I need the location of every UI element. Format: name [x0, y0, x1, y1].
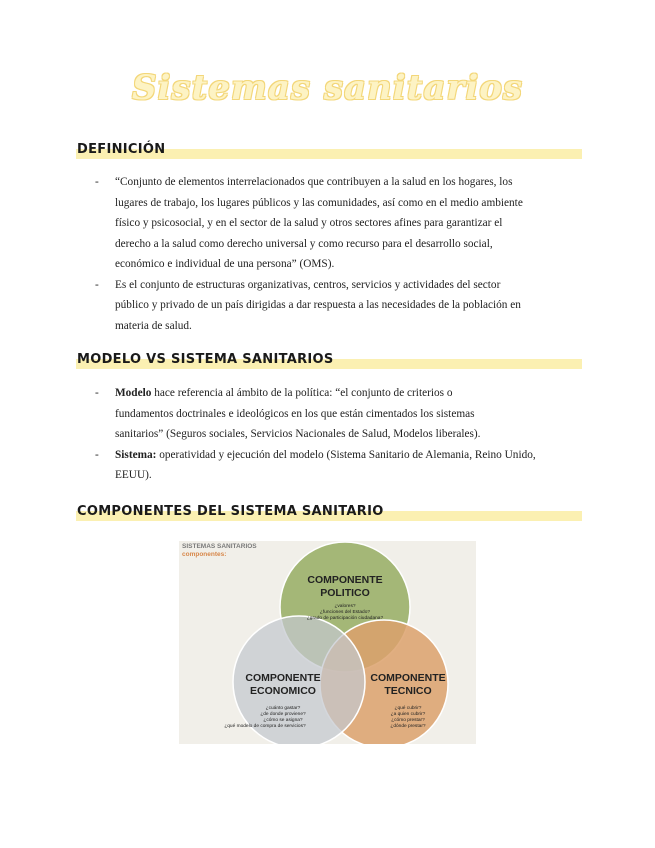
section-heading-definicion [76, 142, 582, 159]
politico-question: ¿grado de participación ciudadana? [306, 616, 384, 621]
text-line [115, 383, 565, 404]
bullet-dash: - [95, 448, 99, 461]
text-line: económico e individual de una persona” (OMS). [115, 258, 335, 270]
tecnico-question: ¿a quien cubrir? [390, 712, 426, 717]
tecnico-question: ¿qué cubrir? [394, 706, 422, 711]
bullet-dash: - [95, 176, 99, 188]
text-line: Es el conjunto de estructuras organizativas, centros, servicios y actividades del sector [115, 278, 501, 291]
term-modelo: Modelo [115, 387, 152, 399]
text-line: sanitarios” (Seguros sociales, Servicios Nacionales de Salud, Modelos liberales). [115, 428, 481, 440]
modelo-list [95, 383, 565, 486]
term-sistema: Sistema: [115, 448, 157, 461]
text-line: materia de salud. [115, 319, 192, 332]
text-span: operatividad y ejecución del modelo (Sistema Sanitario de Alemania, Reino Unido, [156, 448, 536, 461]
politico-question: ¿funciones del Estado? [319, 610, 371, 615]
components-diagram [179, 541, 476, 744]
list-item [95, 172, 565, 275]
section-heading-componentes [76, 504, 582, 521]
heading-text: DEFINICIÓN [77, 142, 166, 157]
text-line: público y privado de un país dirigidas a dar respuesta a las necesidades de la población en [115, 299, 521, 311]
economico-title-2: ECONOMICO [250, 685, 316, 697]
heading-text: MODELO VS SISTEMA SANITARIOS [77, 352, 334, 367]
list-item [95, 383, 565, 445]
text-line: “Conjunto de elementos interrelacionados que contribuyen a la salud en los hogares, los [115, 176, 513, 188]
section-heading-modelo [76, 352, 582, 369]
list-item [95, 275, 565, 337]
text-line [115, 445, 565, 466]
economico-question: ¿cómo se asigna? [263, 718, 303, 723]
text-line: derecho a la salud como derecho universal y como recurso para el desarrollo social, [115, 237, 493, 250]
economico-question: ¿qué modelo de compra de servicios? [224, 724, 306, 729]
tecnico-question: ¿cómo prestar? [391, 718, 425, 723]
tecnico-title-2: TECNICO [384, 685, 432, 697]
politico-title-1: COMPONENTE [307, 574, 383, 586]
tecnico-question: ¿dónde prestar? [390, 724, 426, 729]
text-line: EEUU). [115, 469, 152, 481]
economico-title-1: COMPONENTE [245, 672, 321, 684]
text-line: físico y psicosocial, y en el sector de la salud y otros sectores afines para garantizar el [115, 217, 503, 229]
page-title: Sistemas sanitarios [131, 68, 524, 108]
definicion-list [95, 172, 565, 336]
politico-title-2: POLITICO [320, 587, 370, 599]
venn-diagram [179, 541, 476, 744]
heading-text: COMPONENTES DEL SISTEMA SANITARIO [77, 504, 384, 519]
economico-question: ¿cuánto gastar? [265, 706, 301, 711]
bullet-dash: - [95, 278, 99, 291]
politico-question: ¿valores? [334, 604, 356, 609]
tecnico-title-1: COMPONENTE [370, 672, 446, 684]
text-line: lugares de trabajo, los lugares públicos y las comunidades, así como en el medio ambiente [115, 196, 523, 209]
diagram-subheader: componentes: [182, 551, 227, 558]
economico-question: ¿de donde proviene? [260, 712, 306, 717]
diagram-header: SISTEMAS SANITARIOS [182, 543, 257, 550]
bullet-dash: - [95, 387, 99, 399]
text-span: hace referencia al ámbito de la política: “el conjunto de criterios o [151, 387, 453, 399]
text-line: fundamentos doctrinales e ideológicos en los que están cimentados los sistemas [115, 407, 475, 420]
list-item [95, 445, 565, 486]
